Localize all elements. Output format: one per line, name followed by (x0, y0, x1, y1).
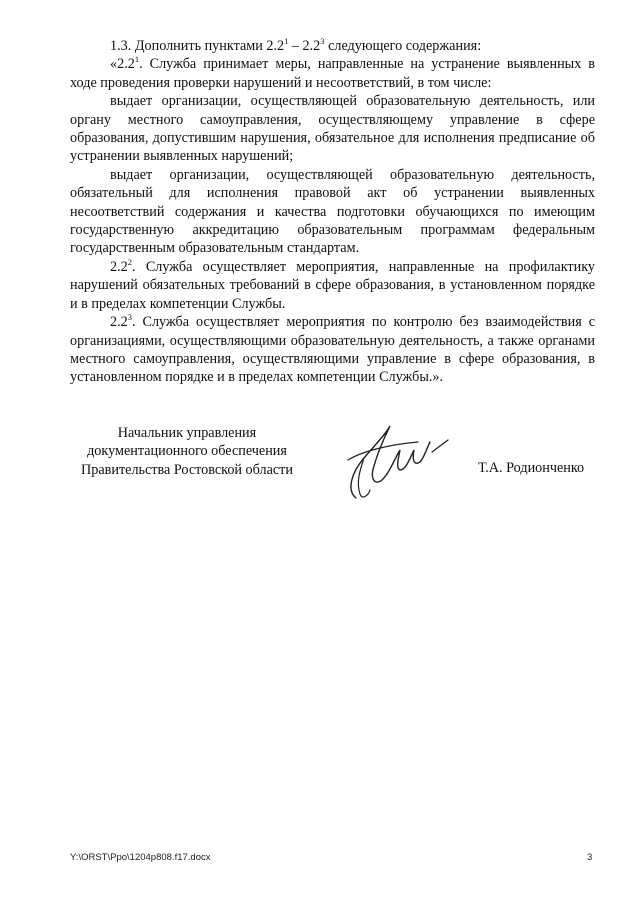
superscript: 3 (127, 312, 132, 323)
intro-paragraph (70, 37, 595, 55)
signatory-title (62, 424, 312, 479)
paragraph-2-2-3 (70, 313, 595, 387)
list-item-1: выдает организации, осуществляющей образовательную деятельность, или органу местного самоуправления, осуществляющему управление в сфере образования, допустившим нарушения, обязательное для исполнения предписание об устранении выявленных нарушений; (70, 93, 595, 165)
paragraph-2-2-2 (70, 258, 595, 313)
file-path: Y:\ORST\Ppo\1204p808.f17.docx (70, 852, 211, 863)
handwritten-signature (334, 420, 454, 502)
signatory-title-line: Правительства Ростовской области (81, 461, 293, 478)
clause-text: . Служба осуществляет мероприятия по контролю без взаимодействия с организациями, осуществляющими образовательную деятельность, а также органами местного самоуправления, осуществляющими управление в сфере образования, в установленном порядке и в пределах компетенции Службы.». (70, 314, 595, 386)
superscript: 3 (320, 36, 325, 46)
superscript: 1 (134, 54, 140, 65)
document-body (70, 37, 595, 387)
intro-text: следующего содержания: (324, 38, 482, 54)
intro-text: – 2.2 (288, 38, 321, 54)
page-number: 3 (587, 852, 593, 863)
superscript: 2 (127, 256, 132, 267)
clause-number: 2.2 (110, 314, 128, 331)
clause-number: 2.2 (110, 258, 128, 275)
clause-number: «2.2 (110, 56, 135, 73)
clause-text: . Служба осуществляет мероприятия, направленные на профилактику нарушений обязательных требований в сфере образования, в установленном порядке и в пределах компетенции Службы. (70, 258, 595, 312)
list-item-2: выдает организации, осуществляющей образовательную деятельность, обязательный для исполнения правовой акт об устранении выявленных несоответствий содержания и качества подготовки обучающихся по имеющим государственную аккредитацию образовательным программам федеральным государственным образовательным стандартам. (70, 166, 595, 257)
intro-text: 1.3. Дополнить пунктами 2.2 (110, 38, 285, 54)
signatory-title-line: Начальник управления (117, 425, 257, 441)
signatory-title-line: документационного обеспечения (87, 443, 287, 460)
signatory-name: Т.А. Родионченко (478, 460, 585, 476)
clause-text: . Служба принимает меры, направленные на устранение выявленных в ходе проведения проверки нарушений и несоответствий, в том числе: (70, 56, 595, 91)
paragraph-2-2-1 (70, 55, 595, 92)
superscript: 1 (284, 36, 289, 46)
